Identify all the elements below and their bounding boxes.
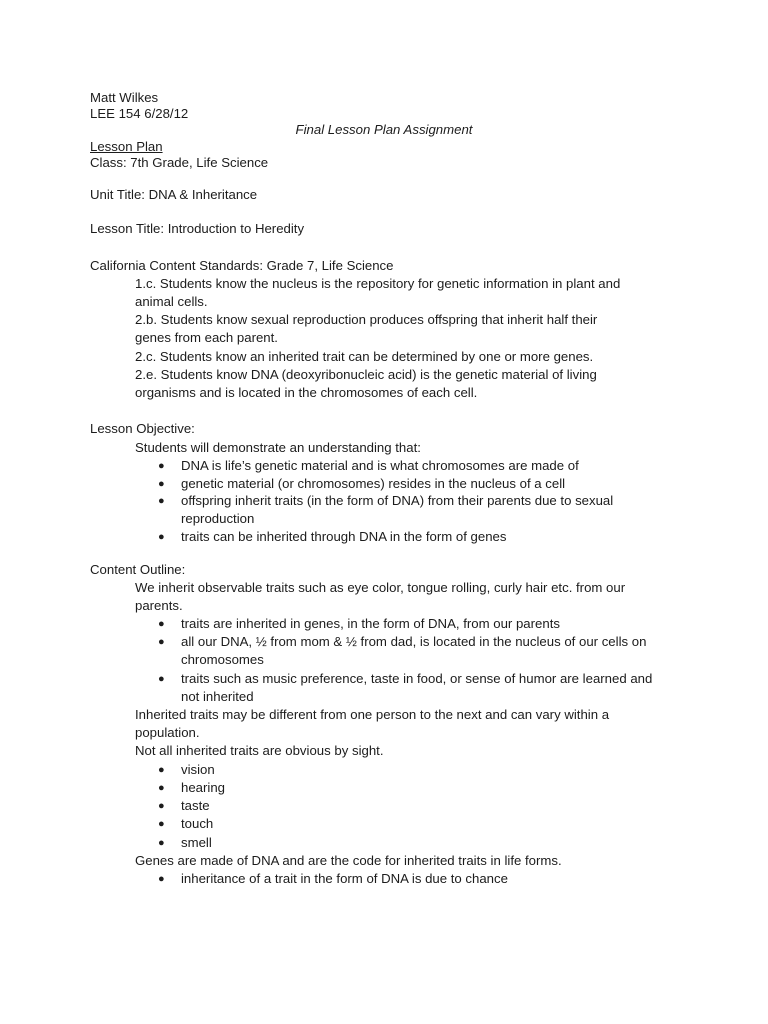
standard-line: genes from each parent. [135, 330, 278, 345]
bullet-icon: ● [158, 782, 165, 794]
outline-bullet: all our DNA, ½ from mom & ½ from dad, is located in the nucleus of our cells on [181, 634, 647, 649]
sense-item: vision [181, 762, 215, 777]
objective-heading: Lesson Objective: [90, 421, 195, 436]
outline-heading: Content Outline: [90, 562, 186, 577]
standard-line: animal cells. [135, 294, 208, 309]
objective-bullet-continued: reproduction [181, 511, 255, 526]
standard-line: 1.c. Students know the nucleus is the repository for genetic information in plant and [135, 276, 621, 291]
document-title: Final Lesson Plan Assignment [295, 122, 473, 137]
class-line: Class: 7th Grade, Life Science [90, 155, 269, 170]
bullet-icon: ● [158, 800, 165, 812]
objective-bullet: offspring inherit traits (in the form of DNA) from their parents due to sexual [181, 493, 614, 508]
sense-item: taste [181, 798, 210, 813]
bullet-icon: ● [158, 764, 165, 776]
author-name: Matt Wilkes [90, 90, 159, 105]
outline-bullet: traits such as music preference, taste in food, or sense of humor are learned and [181, 671, 653, 686]
bullet-icon: ● [158, 478, 165, 490]
outline-bullet: traits are inherited in genes, in the form of DNA, from our parents [181, 616, 560, 631]
standard-line: organisms and is located in the chromosomes of each cell. [135, 385, 478, 400]
outline-paragraph: Not all inherited traits are obvious by sight. [135, 743, 384, 758]
objective-intro: Students will demonstrate an understanding that: [135, 440, 421, 455]
standard-line: 2.e. Students know DNA (deoxyribonucleic acid) is the genetic material of living [135, 367, 597, 382]
bullet-icon: ● [158, 636, 165, 648]
objective-bullet: genetic material (or chromosomes) resides in the nucleus of a cell [181, 476, 566, 491]
standard-line: 2.c. Students know an inherited trait can be determined by one or more genes. [135, 349, 594, 364]
objective-bullet: DNA is life’s genetic material and is what chromosomes are made of [181, 458, 579, 473]
bullet-icon: ● [158, 495, 165, 507]
outline-bullet-continued: chromosomes [181, 652, 264, 667]
lesson-plan-heading: Lesson Plan [90, 139, 163, 154]
outline-bullet: inheritance of a trait in the form of DNA is due to chance [181, 871, 508, 886]
outline-paragraph: Inherited traits may be different from one person to the next and can vary within a [135, 707, 610, 722]
standard-line: 2.b. Students know sexual reproduction produces offspring that inherit half their [135, 312, 598, 327]
outline-paragraph: We inherit observable traits such as eye color, tongue rolling, curly hair etc. from our [135, 580, 626, 595]
sense-item: touch [181, 816, 214, 831]
outline-paragraph: parents. [135, 598, 183, 613]
bullet-icon: ● [158, 818, 165, 830]
sense-item: smell [181, 835, 212, 850]
outline-bullet-continued: not inherited [181, 689, 254, 704]
bullet-icon: ● [158, 673, 165, 685]
objective-bullet: traits can be inherited through DNA in the form of genes [181, 529, 507, 544]
bullet-icon: ● [158, 460, 165, 472]
sense-item: hearing [181, 780, 225, 795]
bullet-icon: ● [158, 531, 165, 543]
lesson-title: Lesson Title: Introduction to Heredity [90, 221, 305, 236]
bullet-icon: ● [158, 837, 165, 849]
outline-paragraph: population. [135, 725, 200, 740]
unit-title: Unit Title: DNA & Inheritance [90, 187, 258, 202]
bullet-icon: ● [158, 618, 165, 630]
bullet-icon: ● [158, 873, 165, 885]
outline-paragraph: Genes are made of DNA and are the code for inherited traits in life forms. [135, 853, 562, 868]
course-date: LEE 154 6/28/12 [90, 106, 189, 121]
standards-heading: California Content Standards: Grade 7, Life Science [90, 258, 394, 273]
